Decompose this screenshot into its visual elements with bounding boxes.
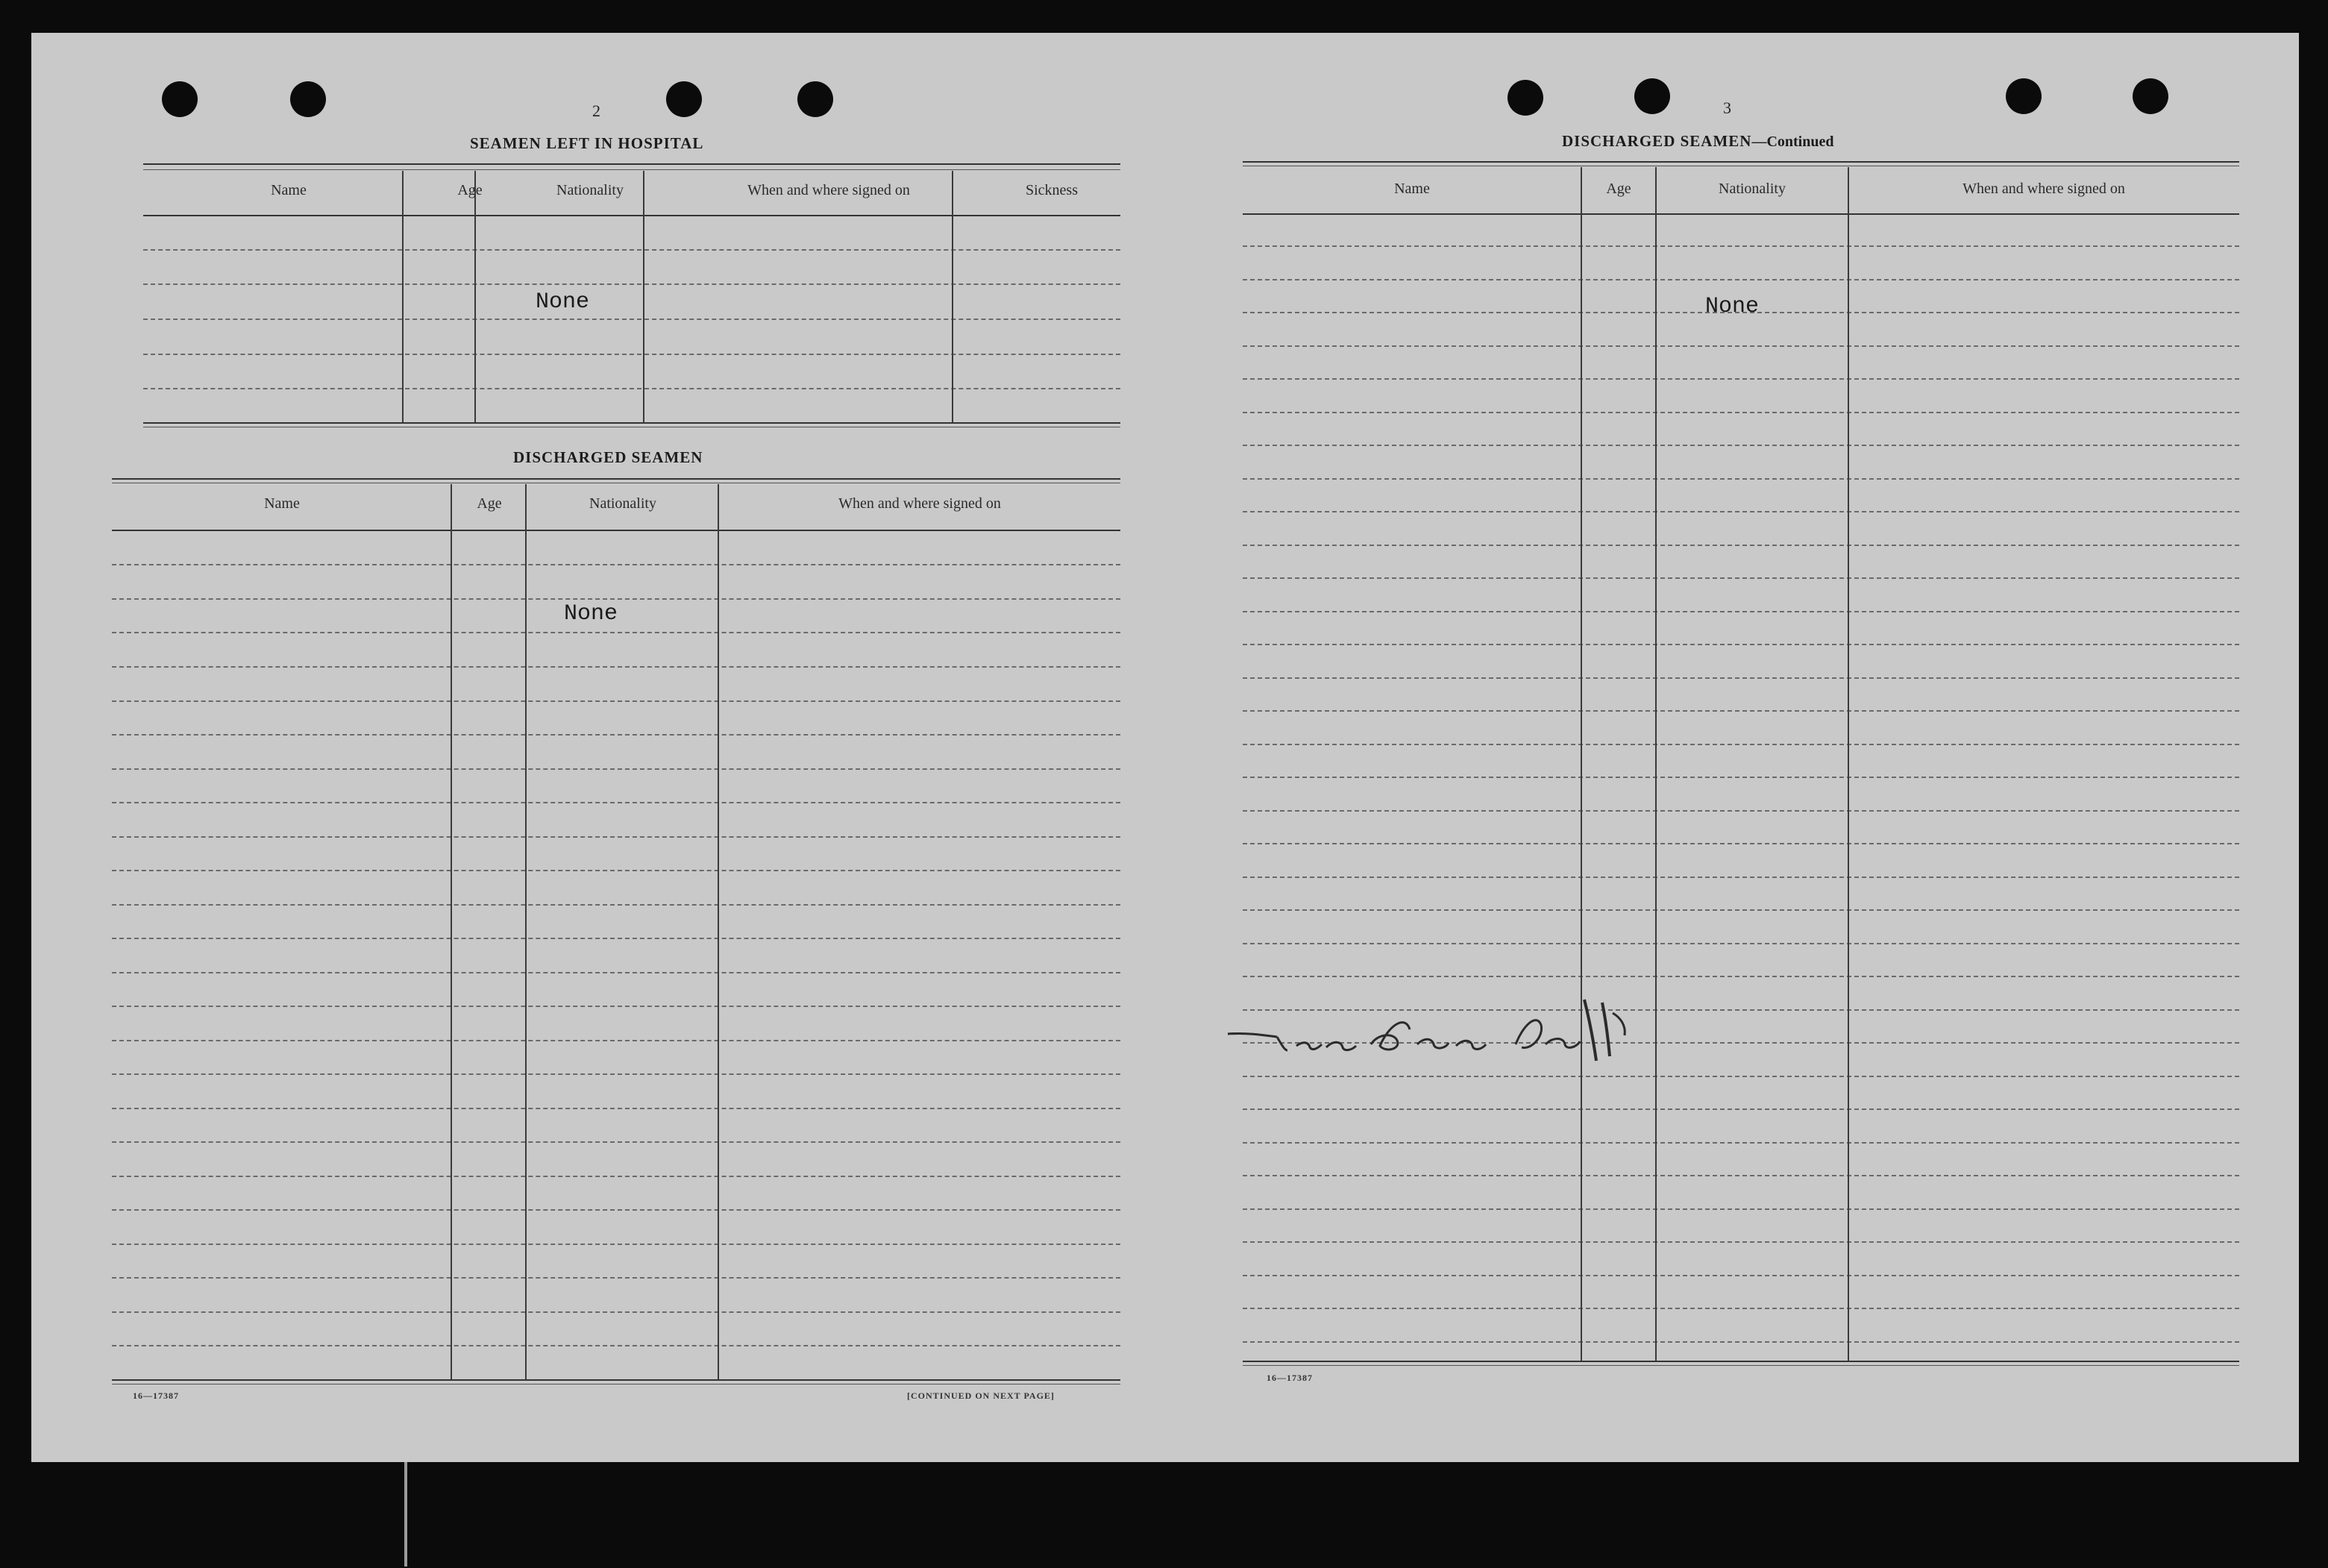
column-divider — [643, 171, 644, 422]
hospital-section-title: SEAMEN LEFT IN HOSPITAL — [470, 134, 704, 152]
punch-hole — [1634, 78, 1670, 114]
column-header-nationality: Nationality — [589, 495, 656, 512]
row-line — [112, 734, 1120, 736]
punch-hole — [2133, 78, 2168, 114]
table-rule — [112, 1379, 1120, 1381]
column-divider — [1848, 167, 1849, 1361]
row-line — [112, 700, 1120, 702]
column-header-age: Age — [1606, 181, 1631, 197]
table-rule — [112, 478, 1120, 480]
row-line — [143, 249, 1120, 251]
row-line — [143, 354, 1120, 355]
table-rule — [143, 422, 1120, 424]
form-number-right: 16—17387 — [1267, 1373, 1313, 1383]
discharged-continued-entry: None — [1705, 294, 1760, 319]
section-title: DISCHARGED SEAMEN — [1562, 132, 1752, 150]
row-line — [1243, 1241, 2239, 1243]
row-line — [112, 1311, 1120, 1313]
column-header-nationality: Nationality — [556, 182, 624, 198]
row-line — [1243, 943, 2239, 944]
row-line — [112, 1209, 1120, 1211]
row-line — [112, 938, 1120, 939]
row-line — [112, 1141, 1120, 1143]
row-line — [112, 870, 1120, 871]
row-line — [1243, 876, 2239, 878]
row-line — [1243, 777, 2239, 778]
row-line — [1243, 1308, 2239, 1309]
row-line — [1243, 245, 2239, 247]
row-line — [112, 768, 1120, 770]
row-line — [1243, 644, 2239, 645]
row-line — [112, 1176, 1120, 1177]
table-rule — [112, 530, 1120, 531]
discharged-entry: None — [564, 601, 618, 627]
row-line — [1243, 545, 2239, 546]
row-line — [112, 1108, 1120, 1109]
signature — [1225, 973, 1643, 1070]
row-line — [112, 666, 1120, 668]
row-line — [1243, 710, 2239, 712]
row-line — [1243, 378, 2239, 380]
row-line — [112, 904, 1120, 906]
row-line — [112, 972, 1120, 973]
row-line — [112, 1040, 1120, 1041]
column-divider — [1655, 167, 1657, 1361]
punch-hole — [666, 81, 702, 117]
column-header-name: Name — [1394, 181, 1430, 197]
row-line — [1243, 1175, 2239, 1176]
row-line — [143, 283, 1120, 285]
page-number-right: 3 — [1723, 98, 1731, 117]
row-line — [1243, 810, 2239, 812]
row-line — [1243, 611, 2239, 612]
row-line — [143, 388, 1120, 389]
row-line — [1243, 843, 2239, 844]
row-line — [112, 802, 1120, 803]
row-line — [1243, 1208, 2239, 1210]
row-line — [1243, 345, 2239, 347]
punch-hole — [162, 81, 198, 117]
column-header-name: Name — [264, 495, 300, 512]
column-divider — [451, 484, 452, 1379]
column-header-nationality: Nationality — [1719, 181, 1786, 197]
table-rule — [143, 163, 1120, 165]
row-line — [112, 1345, 1120, 1346]
discharged-continued-title — [1562, 132, 1833, 151]
row-line — [1243, 1076, 2239, 1077]
row-line — [1243, 511, 2239, 512]
table-rule — [1243, 1361, 2239, 1362]
column-header-signed-on: When and where signed on — [1963, 181, 2125, 197]
column-header-name: Name — [271, 182, 307, 198]
page-number-left: 2 — [592, 101, 600, 120]
row-line — [112, 564, 1120, 565]
table-rule — [143, 215, 1120, 216]
punch-hole — [290, 81, 326, 117]
row-line — [112, 1244, 1120, 1245]
column-divider — [474, 171, 476, 422]
table-rule — [1243, 213, 2239, 215]
hospital-entry: None — [536, 289, 590, 315]
scan-artifact — [404, 1462, 407, 1567]
column-header-age: Age — [477, 495, 502, 512]
table-rule — [1243, 161, 2239, 163]
section-title-suffix: —Continued — [1751, 134, 1834, 150]
row-line — [112, 598, 1120, 600]
row-line — [1243, 412, 2239, 413]
punch-hole — [797, 81, 833, 117]
column-header-sickness: Sickness — [1026, 182, 1078, 198]
column-divider — [402, 171, 404, 422]
column-header-signed-on: When and where signed on — [747, 182, 910, 198]
table-rule — [1243, 1365, 2239, 1366]
row-line — [1243, 445, 2239, 446]
document-sheet — [31, 33, 2299, 1462]
row-line — [112, 1277, 1120, 1279]
continued-note: [CONTINUED ON NEXT PAGE] — [907, 1390, 1055, 1401]
row-line — [1243, 677, 2239, 679]
column-divider — [718, 484, 719, 1379]
row-line — [1243, 1142, 2239, 1144]
row-line — [1243, 478, 2239, 480]
row-line — [1243, 1108, 2239, 1110]
row-line — [1243, 577, 2239, 579]
row-line — [1243, 1275, 2239, 1276]
column-divider — [525, 484, 527, 1379]
table-rule — [143, 169, 1120, 170]
row-line — [1243, 1341, 2239, 1343]
row-line — [112, 632, 1120, 633]
row-line — [112, 836, 1120, 838]
column-divider — [1581, 167, 1582, 1361]
column-header-signed-on: When and where signed on — [838, 495, 1001, 512]
row-line — [112, 1006, 1120, 1007]
row-line — [1243, 744, 2239, 745]
form-number-left: 16—17387 — [133, 1390, 179, 1401]
column-header-age: Age — [457, 182, 483, 198]
punch-hole — [1507, 80, 1543, 116]
row-line — [143, 319, 1120, 320]
punch-hole — [2006, 78, 2042, 114]
column-divider — [952, 171, 953, 422]
row-line — [1243, 909, 2239, 911]
row-line — [112, 1073, 1120, 1075]
discharged-section-title: DISCHARGED SEAMEN — [513, 448, 703, 466]
row-line — [1243, 279, 2239, 280]
